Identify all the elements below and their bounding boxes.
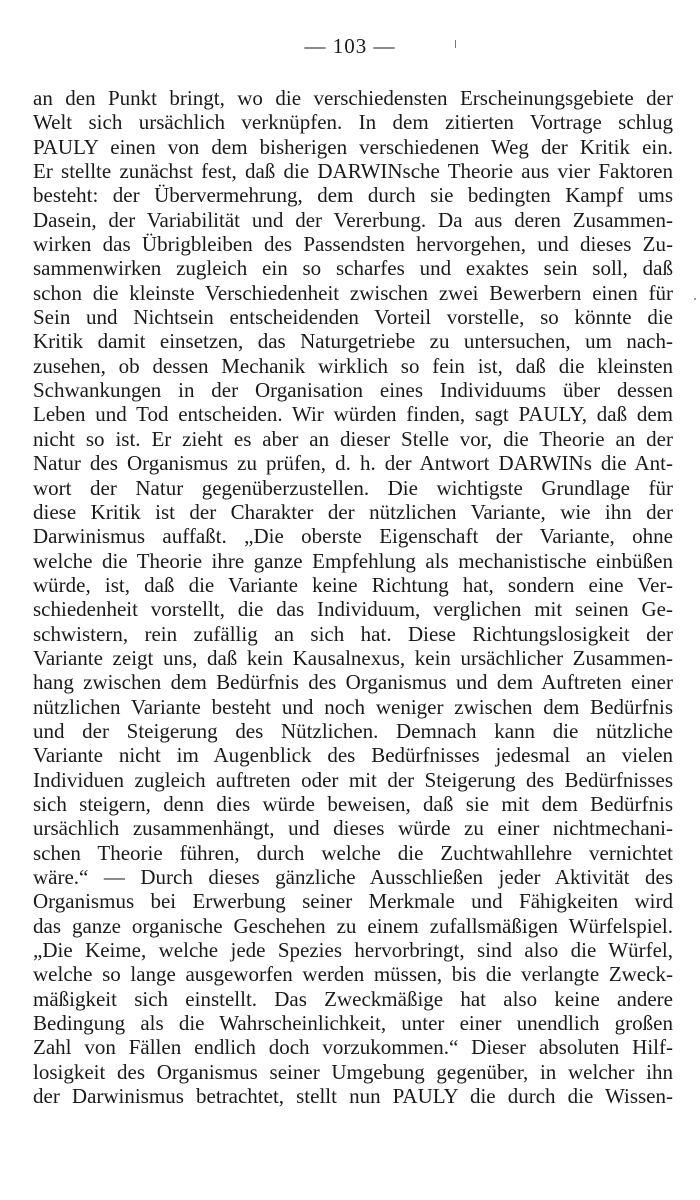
text-line: ursächlich zusammenhängt, und dieses würde zu einer nichtmechani- bbox=[33, 816, 673, 841]
scan-mark bbox=[455, 40, 456, 48]
text-line: das ganze organische Geschehen zu einem zufallsmäßigen Würfelspiel. bbox=[33, 913, 673, 938]
text-line: welche so lange ausgeworfen werden müssen, bis die verlangte Zweck- bbox=[33, 962, 673, 987]
text-line: sich steigern, denn dies würde beweisen, daß sie mit dem Bedürfnis bbox=[33, 791, 673, 816]
text-line: losigkeit des Organismus seiner Umgebung gegenüber, in welcher ihn bbox=[33, 1059, 673, 1084]
text-line: Sein und Nichtsein entscheidenden Vorteil vorstelle, so könnte die bbox=[33, 305, 673, 330]
text-line: diese Kritik ist der Charakter der nützlichen Variante, wie ihn der bbox=[33, 499, 673, 524]
text-line: Bedingung als die Wahrscheinlichkeit, unter einer unendlich großen bbox=[33, 1011, 673, 1036]
text-line: Natur des Organismus zu prüfen, d. h. der Antwort DARWINs die Ant- bbox=[33, 451, 673, 476]
text-line: der Darwinismus betrachtet, stellt nun PAULY die durch die Wissen- bbox=[33, 1084, 673, 1109]
text-line: „Die Keime, welche jede Spezies hervorbringt, sind also die Würfel, bbox=[33, 938, 673, 963]
text-line: nicht so ist. Er zieht es aber an dieser Stelle vor, die Theorie an der bbox=[33, 426, 673, 451]
text-line: Variante zeigt uns, daß kein Kausalnexus, kein ursächlicher Zusammen- bbox=[33, 645, 673, 670]
text-line: würde, ist, daß die Variante keine Richtung hat, sondern eine Ver- bbox=[33, 572, 673, 597]
body-text bbox=[33, 86, 673, 1108]
text-line: Zahl von Fällen endlich doch vorzukommen.“ Dieser absoluten Hilf- bbox=[33, 1035, 673, 1060]
text-line: wäre.“ — Durch dieses gänzliche Ausschließen jeder Aktivität des bbox=[33, 865, 673, 889]
text-line: und der Steigerung des Nützlichen. Demnach kann die nützliche bbox=[33, 718, 673, 743]
text-line: Er stellte zunächst fest, daß die DARWINsche Theorie aus vier Faktoren bbox=[33, 159, 673, 184]
page-number-header: — 103 — bbox=[304, 34, 396, 58]
text-line: schon die kleinste Verschiedenheit zwischen zwei Bewerbern einen für bbox=[33, 280, 673, 305]
text-line: schwistern, rein zufällig an sich hat. Diese Richtungslosigkeit der bbox=[33, 621, 673, 646]
text-line: wirken das Übrigbleiben des Passendsten hervorgehen, und dieses Zu- bbox=[33, 232, 673, 257]
scan-speck bbox=[694, 298, 696, 300]
text-line: zusehen, ob dessen Mechanik wirklich so fein ist, daß die kleinsten bbox=[33, 353, 673, 378]
text-line: wort der Natur gegenüberzustellen. Die wichtigste Grundlage für bbox=[33, 475, 673, 500]
text-line: schiedenheit vorstellt, die das Individuum, verglichen mit seinen Ge- bbox=[33, 597, 673, 622]
text-line: Dasein, der Variabilität und der Vererbung. Da aus deren Zusammen- bbox=[33, 207, 673, 232]
text-line: nützlichen Variante besteht und noch weniger zwischen dem Bedürfnis bbox=[33, 694, 673, 719]
text-line: hang zwischen dem Bedürfnis des Organismus und dem Auftreten einer bbox=[33, 670, 673, 695]
text-line: Kritik damit einsetzen, das Naturgetriebe zu untersuchen, um nach- bbox=[33, 329, 673, 354]
text-line: schen Theorie führen, durch welche die Zuchtwahllehre vernichtet bbox=[33, 840, 673, 865]
text-line: sammenwirken zugleich ein so scharfes und exaktes sein soll, daß bbox=[33, 256, 673, 281]
text-line: Individuen zugleich auftreten oder mit der Steigerung des Bedürfnisses bbox=[33, 767, 673, 792]
text-line: mäßigkeit sich einstellt. Das Zweckmäßige hat also keine andere bbox=[33, 986, 673, 1011]
text-line: PAULY einen von dem bisherigen verschiedenen Weg der Kritik ein. bbox=[33, 134, 673, 159]
text-line: besteht: der Übervermehrung, dem durch sie bedingten Kampf ums bbox=[33, 183, 673, 208]
text-line: Welt sich ursächlich verknüpfen. In dem zitierten Vortrage schlug bbox=[33, 110, 673, 135]
text-line: welche die Theorie ihre ganze Empfehlung als mechanistische einbüßen bbox=[33, 548, 673, 573]
text-line: an den Punkt bringt, wo die verschiedensten Erscheinungsgebiete der bbox=[33, 86, 673, 110]
text-line: Schwankungen in der Organisation eines Individuums über dessen bbox=[33, 378, 673, 403]
text-line: Organismus bei Erwerbung seiner Merkmale und Fähigkeiten wird bbox=[33, 889, 673, 914]
text-line: Darwinismus auffaßt. „Die oberste Eigenschaft der Variante, ohne bbox=[33, 524, 673, 549]
text-line: Variante nicht im Augenblick des Bedürfnisses jedesmal an vielen bbox=[33, 743, 673, 768]
text-line: Leben und Tod entscheiden. Wir würden finden, sagt PAULY, daß dem bbox=[33, 402, 673, 427]
